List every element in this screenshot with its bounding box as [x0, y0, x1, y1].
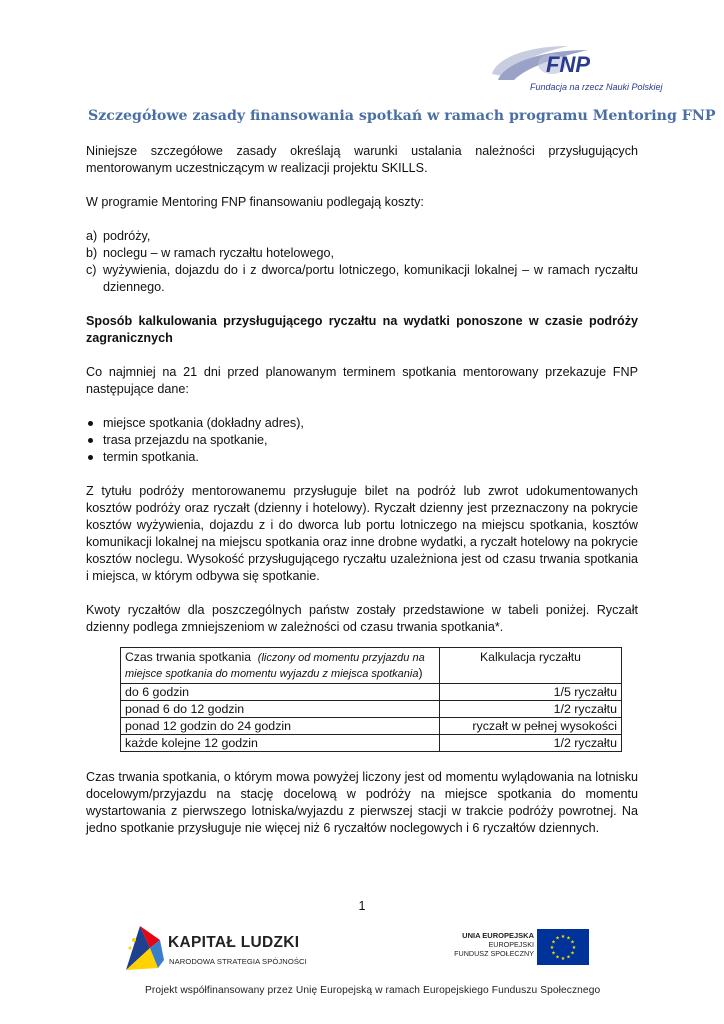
table-row: ponad 6 do 12 godzin 1/2 ryczałtu [121, 701, 622, 718]
cofinancing-note: Projekt współfinansowany przez Unię Europejską w ramach Europejskiego Funduszu Społecznego [145, 985, 601, 996]
svg-text:★: ★ [566, 954, 571, 961]
data-intro-paragraph: Co najmniej na 21 dni przed planowanym terminem spotkania mentorowany przekazuje FNP następujące dane: [86, 365, 638, 396]
section-heading: Sposób kalkulowania przysługującego ryczałtu na wydatki ponoszone w czasie podróży zagranicznych [86, 314, 638, 345]
list-item: trasa przejazdu na spotkanie, [86, 432, 638, 449]
kapital-ludzki-subtitle: NARODOWA STRATEGIA SPÓJNOŚCI [169, 957, 307, 966]
bullet-icon [88, 438, 93, 443]
data-list [86, 415, 638, 466]
svg-text:★: ★ [551, 950, 556, 957]
travel-paragraph: Z tytułu podróży mentorowanemu przysługuje bilet na podróż lub zwrot udokumentowanych kosztów podróży oraz ryczałt (dzienny i hotelowy). Ryczałt dzienny jest przeznaczony na pokrycie kosztów wyżywienia, dojazdu z i do dworca lub portu lotniczego na miejscu spotkania, kosztów komunikacji lokalnej na miejscu spotkania oraz inne drobne wydatki, a ryczałt hotelowy na pokrycie kosztów noclegu. Wysokość przysługującego ryczałtu uzależniona jest od czasu trwania spotkania i miejsca, w którym odbywa się spotkanie. [86, 484, 638, 583]
table-header-row [121, 648, 622, 684]
svg-text:★: ★ [560, 934, 566, 940]
svg-text:★: ★ [570, 939, 575, 946]
eu-flag-icon [537, 929, 589, 965]
svg-text:★: ★ [570, 950, 575, 957]
list-item: c) wyżywienia, dojazdu do i z dworca/portu lotniczego, komunikacji lokalnej – w ramach ryczałtu dziennego. [86, 263, 638, 294]
costs-intro: W programie Mentoring FNP finansowaniu podlegają koszty: [86, 195, 424, 209]
table-header-calculation: Kalkulacja ryczałtu [440, 648, 622, 684]
table-row: ponad 12 godzin do 24 godzin ryczałt w pełnej wysokości [121, 718, 622, 735]
fnp-logo-text: FNP [546, 52, 590, 77]
list-item: b) noclegu – w ramach ryczałtu hotelowego, [86, 246, 335, 260]
rates-paragraph: Kwoty ryczałtów dla poszczególnych państw zostały przedstawione w tabeli poniżej. Ryczałt dzienny podlega zmniejszeniom w zależności od czasu trwania spotkania*. [86, 603, 638, 634]
document-title: Szczegółowe zasady finansowania spotkań w ramach programu Mentoring FNP [88, 108, 716, 124]
svg-text:★: ★ [549, 945, 555, 951]
document-body [86, 143, 638, 837]
fnp-logo-subtitle: Fundacja na rzecz Nauki Polskiej [530, 82, 663, 92]
table-row: do 6 godzin 1/5 ryczałtu [121, 684, 622, 701]
intro-paragraph: Niniejsze szczegółowe zasady określają warunki ustalania należności przysługujących mentorowanym uczestniczącym w realizacji projektu SKILLS. [86, 144, 638, 175]
table-header-duration: Czas trwania spotkania (liczony od momentu przyjazdu na miejsce spotkania do momentu wyjazdu z miejsca spotkania) [121, 648, 440, 684]
svg-text:★: ★ [571, 945, 577, 951]
svg-text:★: ★ [566, 935, 571, 942]
eu-logo-text: UNIA EUROPEJSKA EUROPEJSKI FUNDUSZ SPOŁECZNY [454, 931, 534, 958]
svg-text:★: ★ [560, 956, 566, 962]
list-item: miejsce spotkania (dokładny adres), [86, 415, 638, 432]
svg-text:★: ★ [555, 954, 560, 961]
costs-list [86, 228, 638, 296]
bullet-icon [88, 455, 93, 460]
svg-text:★: ★ [555, 935, 560, 942]
kapital-ludzki-title: KAPITAŁ LUDZKI [168, 934, 300, 951]
page-number: 1 [358, 899, 366, 913]
duration-paragraph: Czas trwania spotkania, o którym mowa powyżej liczony jest od momentu wylądowania na lotnisku docelowym/przyjazdu na stację docelową w podróży na miejsce spotkania do momentu wystartowania z pierwszego lotniska/wyjazdu z pierwszej stacji w trakcie podróży powrotnej. Na jedno spotkanie przysługuje nie więcej niż 6 ryczałtów noclegowych i 6 ryczałtów dziennych. [86, 770, 638, 835]
allowance-table [120, 647, 622, 752]
bullet-icon [88, 421, 93, 426]
svg-text:★: ★ [551, 939, 556, 946]
list-item: termin spotkania. [86, 449, 638, 466]
list-item: a) podróży, [86, 229, 151, 243]
table-row: każde kolejne 12 godzin 1/2 ryczałtu [121, 735, 622, 752]
